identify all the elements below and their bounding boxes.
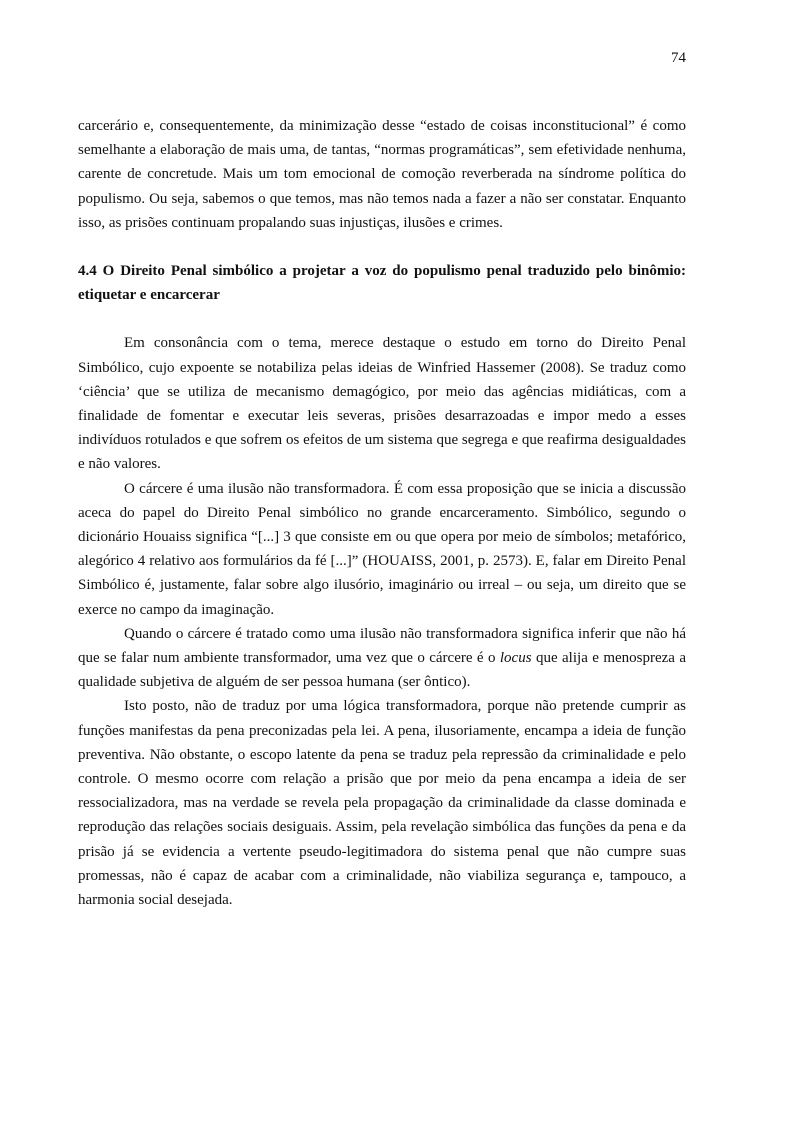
paragraph-locus-italic: locus bbox=[499, 650, 532, 667]
paragraph-locus bbox=[78, 622, 686, 695]
page-number: 74 bbox=[671, 50, 686, 66]
paragraph-continuation: carcerário e, consequentemente, da minimização desse “estado de coisas inconstitucional” é como semelhante a elaboração de mais uma, de tantas, “normas programáticas”, sem efetividade nenhuma, carente de concretude. Mais um tom emocional de comoção reverberada na síndrome política do populismo. Ou seja, sabemos o que temos, mas não temos nada a fazer a não ser constatar. Enquanto isso, as prisões continuam propalando suas injustiças, ilusões e crimes. bbox=[78, 118, 686, 231]
paragraph-locus-text-after: que alija e menospreza a qualidade subjetiva de alguém de ser pessoa humana (ser ôntico). bbox=[78, 650, 687, 691]
paragraph-symbolic-penal-law: Em consonância com o tema, merece destaque o estudo em torno do Direito Penal Simbólico, cujo expoente se notabiliza pelas ideias de Winfried Hassemer (2008). Se traduz como ‘ciência’ que se utiliza de mecanismo demagógico, por meio das agências midiáticas, com a finalidade de fomentar e executar leis severas, prisões desarrazoadas e impor medo a esses indivíduos rotulados e que sofrem os efeitos de um sistema que segrega e que reafirma desigualdades e não valores. bbox=[78, 335, 686, 473]
section-heading: 4.4 O Direito Penal simbólico a projetar a voz do populismo penal traduzido pelo binômio: etiquetar e encarcerar bbox=[78, 263, 686, 304]
document-body bbox=[78, 114, 686, 912]
paragraph-locus-text-before: Quando o cárcere é tratado como uma ilusão não transformadora significa inferir que não há que se falar num ambiente transformador, uma vez que o cárcere é o bbox=[78, 625, 686, 667]
paragraph-penalty-functions: Isto posto, não de traduz por uma lógica transformadora, porque não pretende cumprir as funções manifestas da pena preconizadas pela lei. A pena, ilusoriamente, encampa a ideia de função preventiva. Não obstante, o escopo latente da pena se traduz pela repressão da criminalidade e pelo controle. O mesmo ocorre com relação a prisão que por meio da pena encampa a ideia de ser ressocializadora, mas na verdade se revela pela propagação da criminalidade da classe dominada e reprodução das relações sociais desiguais. Assim, pela revelação simbólica das funções da pena e da prisão já se evidencia a vertente pseudo-legitimadora do sistema penal que não cumpre suas promessas, não é capaz de acabar com a criminalidade, não viabiliza segurança e, tampouco, a harmonia social desejada. bbox=[78, 698, 686, 909]
paragraph-prison-illusion: O cárcere é uma ilusão não transformadora. É com essa proposição que se inicia a discussão aceca do papel do Direito Penal simbólico no grande encarceramento. Simbólico, segundo o dicionário Houaiss significa “[...] 3 que consiste em ou que opera por meio de símbolos; metafórico, alegórico 4 relativo aos formulários da fé [...]” (HOUAISS, 2001, p. 2573). E, falar em Direito Penal Simbólico é, justamente, falar sobre algo ilusório, imaginário ou irreal – ou seja, um direito que se exerce no campo da imaginação. bbox=[78, 480, 686, 618]
